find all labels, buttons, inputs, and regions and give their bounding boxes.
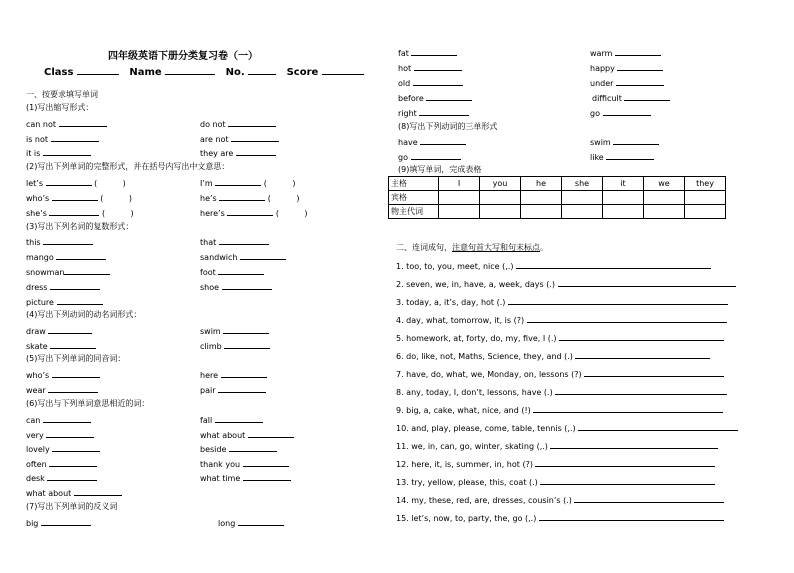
table-cell: I	[439, 177, 480, 191]
sentence-item: 5. homework, at, forty, do, my, five, I (.)	[396, 332, 724, 344]
answer-blank[interactable]	[558, 278, 736, 287]
table-cell[interactable]	[685, 191, 726, 205]
table-row	[389, 177, 726, 191]
sentence-item: 6. do, like, not, Maths, Science, they, and (.)	[396, 350, 710, 362]
answer-blank[interactable]	[606, 151, 654, 160]
answer-blank[interactable]	[508, 296, 728, 305]
list-item: sandwich	[200, 251, 286, 263]
list-item: have	[398, 136, 466, 148]
sentence-item: 10. and, play, please, come, table, tennis (,.)	[396, 422, 738, 434]
answer-blank[interactable]	[574, 494, 724, 503]
list-item: wear	[26, 384, 98, 396]
answer-blank[interactable]	[49, 458, 97, 467]
list-item: what about	[26, 487, 122, 499]
table-cell[interactable]	[685, 205, 726, 219]
answer-blank[interactable]	[236, 147, 276, 156]
answer-blank[interactable]	[57, 296, 103, 305]
sentence-item: 9. big, a, cake, what, nice, and (!)	[396, 404, 723, 416]
answer-blank[interactable]	[617, 62, 663, 71]
answer-blank[interactable]	[50, 340, 96, 349]
list-item: go	[398, 151, 461, 163]
list-item: dress	[26, 281, 100, 293]
answer-blank[interactable]	[229, 443, 277, 452]
answer-blank[interactable]	[49, 207, 99, 216]
answer-blank[interactable]	[535, 458, 715, 467]
answer-blank[interactable]	[555, 386, 727, 395]
list-item: happy	[590, 62, 663, 74]
answer-blank[interactable]	[222, 281, 272, 290]
answer-blank[interactable]	[219, 192, 265, 201]
sentence-item: 13. try, yellow, please, this, coat (.)	[396, 476, 715, 488]
table-cell[interactable]	[521, 191, 562, 205]
header-row	[44, 66, 364, 78]
name-label: Name	[129, 67, 162, 78]
answer-blank[interactable]	[414, 62, 462, 71]
name-blank[interactable]	[165, 66, 215, 75]
answer-blank[interactable]	[52, 192, 98, 201]
table-cell[interactable]	[562, 205, 603, 219]
table-cell[interactable]	[480, 205, 521, 219]
table-cell[interactable]	[562, 191, 603, 205]
list-item: she’s ( )	[26, 209, 134, 218]
list-item: thank you	[200, 458, 289, 470]
answer-blank[interactable]	[218, 266, 264, 275]
table-cell: he	[521, 177, 562, 191]
list-item: old	[398, 77, 463, 89]
sentence-item: 14. my, these, red, are, dresses, cousin’s (.)	[396, 494, 724, 506]
table-cell: it	[603, 177, 644, 191]
list-item: swim	[590, 136, 659, 148]
part2-instruction: (2)写出下列单词的完整形式，并在括号内写出中文意思：	[26, 162, 230, 171]
table-cell[interactable]	[644, 205, 685, 219]
list-item: mango	[26, 251, 106, 263]
table-row	[389, 191, 726, 205]
answer-blank[interactable]	[56, 251, 106, 260]
list-item: beside	[200, 443, 277, 455]
section2-heading: 二、连词成句，注意句首大写和句末标点。	[396, 243, 548, 252]
list-item: snowman	[26, 266, 110, 278]
answer-blank[interactable]	[46, 177, 92, 186]
table-cell[interactable]	[439, 205, 480, 219]
table-cell: 宾格	[389, 191, 439, 205]
part7-instruction: (7)写出下列单词的反义词	[26, 502, 118, 511]
answer-blank[interactable]	[615, 47, 661, 56]
list-item: warm	[590, 47, 661, 59]
table-cell[interactable]	[521, 205, 562, 219]
list-item: often	[26, 458, 97, 470]
list-item: before	[398, 92, 472, 104]
answer-blank[interactable]	[215, 177, 261, 186]
answer-blank[interactable]	[550, 440, 718, 449]
answer-blank[interactable]	[603, 107, 651, 116]
score-blank[interactable]	[322, 66, 364, 75]
answer-blank[interactable]	[616, 77, 664, 86]
answer-blank[interactable]	[228, 118, 276, 127]
table-cell: we	[644, 177, 685, 191]
answer-blank[interactable]	[231, 133, 279, 142]
list-item: can	[26, 414, 91, 426]
list-item: right	[398, 107, 469, 119]
answer-blank[interactable]	[59, 118, 107, 127]
answer-blank[interactable]	[419, 107, 469, 116]
table-cell: she	[562, 177, 603, 191]
answer-blank[interactable]	[613, 136, 659, 145]
list-item: can not	[26, 118, 107, 130]
list-item: fat	[398, 47, 457, 59]
list-item: draw	[26, 325, 92, 337]
sentence-item: 8. any, today, I, don’t, lessons, have (.)	[396, 386, 727, 398]
answer-blank[interactable]	[578, 422, 738, 431]
answer-blank[interactable]	[223, 325, 269, 334]
answer-blank[interactable]	[238, 517, 284, 526]
answer-blank[interactable]	[540, 476, 715, 485]
sentence-item: 1. too, to, you, meet, nice (,.)	[396, 260, 711, 272]
answer-blank[interactable]	[624, 92, 670, 101]
list-item: foot	[200, 266, 264, 278]
list-item: who’s	[26, 369, 100, 381]
table-row	[389, 205, 726, 219]
part9-instruction: (9)填写单词，完成表格	[398, 165, 482, 174]
list-item: let’s ( )	[26, 179, 126, 188]
list-item: they are	[200, 147, 276, 159]
sentence-item: 12. here, it, is, summer, in, hot (?)	[396, 458, 715, 470]
answer-blank[interactable]	[539, 512, 724, 521]
class-blank[interactable]	[77, 66, 119, 75]
answer-blank[interactable]	[420, 136, 466, 145]
class-label: Class	[44, 67, 74, 78]
answer-blank[interactable]	[215, 414, 263, 423]
list-item: that	[200, 236, 269, 248]
sentence-item: 2. seven, we, in, have, a, week, days (.)	[396, 278, 736, 290]
answer-blank[interactable]	[227, 207, 273, 216]
list-item: is not	[26, 133, 99, 145]
list-item: here	[200, 369, 267, 381]
part4-instruction: (4)写出下列动词的动名词形式：	[26, 310, 142, 319]
score-label: Score	[286, 67, 319, 78]
no-label: No.	[225, 67, 245, 78]
list-item: desk	[26, 472, 97, 484]
answer-blank[interactable]	[527, 314, 727, 323]
answer-blank[interactable]	[240, 251, 286, 260]
no-blank[interactable]	[248, 66, 276, 75]
list-item: under	[590, 77, 664, 89]
list-item: swim	[200, 325, 269, 337]
list-item: he’s ( )	[200, 194, 300, 203]
answer-blank[interactable]	[221, 369, 267, 378]
answer-blank[interactable]	[64, 266, 110, 275]
list-item: hot	[398, 62, 462, 74]
list-item: very	[26, 429, 94, 441]
answer-blank[interactable]	[413, 77, 463, 86]
part3-instruction: (3)写出下列名词的复数形式：	[26, 222, 134, 231]
answer-blank[interactable]	[41, 517, 91, 526]
answer-blank[interactable]	[218, 384, 266, 393]
answer-blank[interactable]	[43, 147, 91, 156]
table-cell[interactable]	[603, 205, 644, 219]
table-cell[interactable]	[439, 191, 480, 205]
list-item: big	[26, 517, 91, 529]
list-item: I’m ( )	[200, 179, 296, 188]
page-title: 四年级英语下册分类复习卷（一）	[108, 51, 258, 62]
list-item: skate	[26, 340, 96, 352]
answer-blank[interactable]	[47, 472, 97, 481]
part8-instruction: (8)写出下列动词的三单形式	[398, 122, 498, 131]
list-item: it is	[26, 147, 91, 159]
sentence-item: 3. today, a, it’s, day, hot (.)	[396, 296, 728, 308]
answer-blank[interactable]	[584, 368, 724, 377]
answer-blank[interactable]	[48, 325, 92, 334]
list-item: fall	[200, 414, 263, 426]
answer-blank[interactable]	[533, 404, 723, 413]
list-item: who’s ( )	[26, 194, 132, 203]
answer-blank[interactable]	[74, 487, 122, 496]
list-item: shoe	[200, 281, 272, 293]
answer-blank[interactable]	[219, 236, 269, 245]
table-cell: you	[480, 177, 521, 191]
table-cell[interactable]	[603, 191, 644, 205]
list-item: climb	[200, 340, 270, 352]
answer-blank[interactable]	[46, 429, 94, 438]
list-item: go	[590, 107, 651, 119]
table-cell[interactable]	[480, 191, 521, 205]
list-item: do not	[200, 118, 276, 130]
answer-blank[interactable]	[575, 350, 710, 359]
table-cell[interactable]	[644, 191, 685, 205]
list-item: are not	[200, 133, 279, 145]
answer-blank[interactable]	[516, 260, 711, 269]
answer-blank[interactable]	[52, 369, 100, 378]
list-item: this	[26, 236, 93, 248]
part6-instruction: (6)写出与下列单词意思相近的词：	[26, 399, 150, 408]
table-cell: 物主代词	[389, 205, 439, 219]
answer-blank[interactable]	[50, 281, 100, 290]
part5-instruction: (5)写出下列单词的同音词：	[26, 354, 126, 363]
answer-blank[interactable]	[51, 133, 99, 142]
answer-blank[interactable]	[224, 340, 270, 349]
table-cell: 主格	[389, 177, 439, 191]
section1-heading: 一、按要求填写单词	[26, 90, 98, 99]
answer-blank[interactable]	[243, 458, 289, 467]
answer-blank[interactable]	[411, 47, 457, 56]
part1-instruction: (1)写出缩写形式：	[26, 103, 94, 112]
answer-blank[interactable]	[43, 414, 91, 423]
sentence-item: 4. day, what, tomorrow, it, is (?)	[396, 314, 727, 326]
answer-blank[interactable]	[52, 443, 100, 452]
list-item: like	[590, 151, 654, 163]
list-item: pair	[200, 384, 266, 396]
list-item: here’s ( )	[200, 209, 308, 218]
sentence-item: 11. we, in, can, go, winter, skating (,.)	[396, 440, 718, 452]
table-cell: they	[685, 177, 726, 191]
sentence-item: 7. have, do, what, we, Monday, on, lessons (?)	[396, 368, 724, 380]
list-item: what time	[200, 472, 291, 484]
answer-blank[interactable]	[559, 332, 724, 341]
answer-blank[interactable]	[248, 429, 294, 438]
answer-blank[interactable]	[243, 472, 291, 481]
list-item: long	[218, 517, 284, 529]
answer-blank[interactable]	[48, 384, 98, 393]
list-item: difficult	[592, 92, 670, 104]
list-item: what about	[200, 429, 294, 441]
pronoun-table	[388, 176, 726, 219]
answer-blank[interactable]	[426, 92, 472, 101]
list-item: lovely	[26, 443, 100, 455]
answer-blank[interactable]	[411, 151, 461, 160]
answer-blank[interactable]	[43, 236, 93, 245]
sentence-item: 15. let’s, now, to, party, the, go (,.)	[396, 512, 724, 524]
list-item: picture	[26, 296, 103, 308]
